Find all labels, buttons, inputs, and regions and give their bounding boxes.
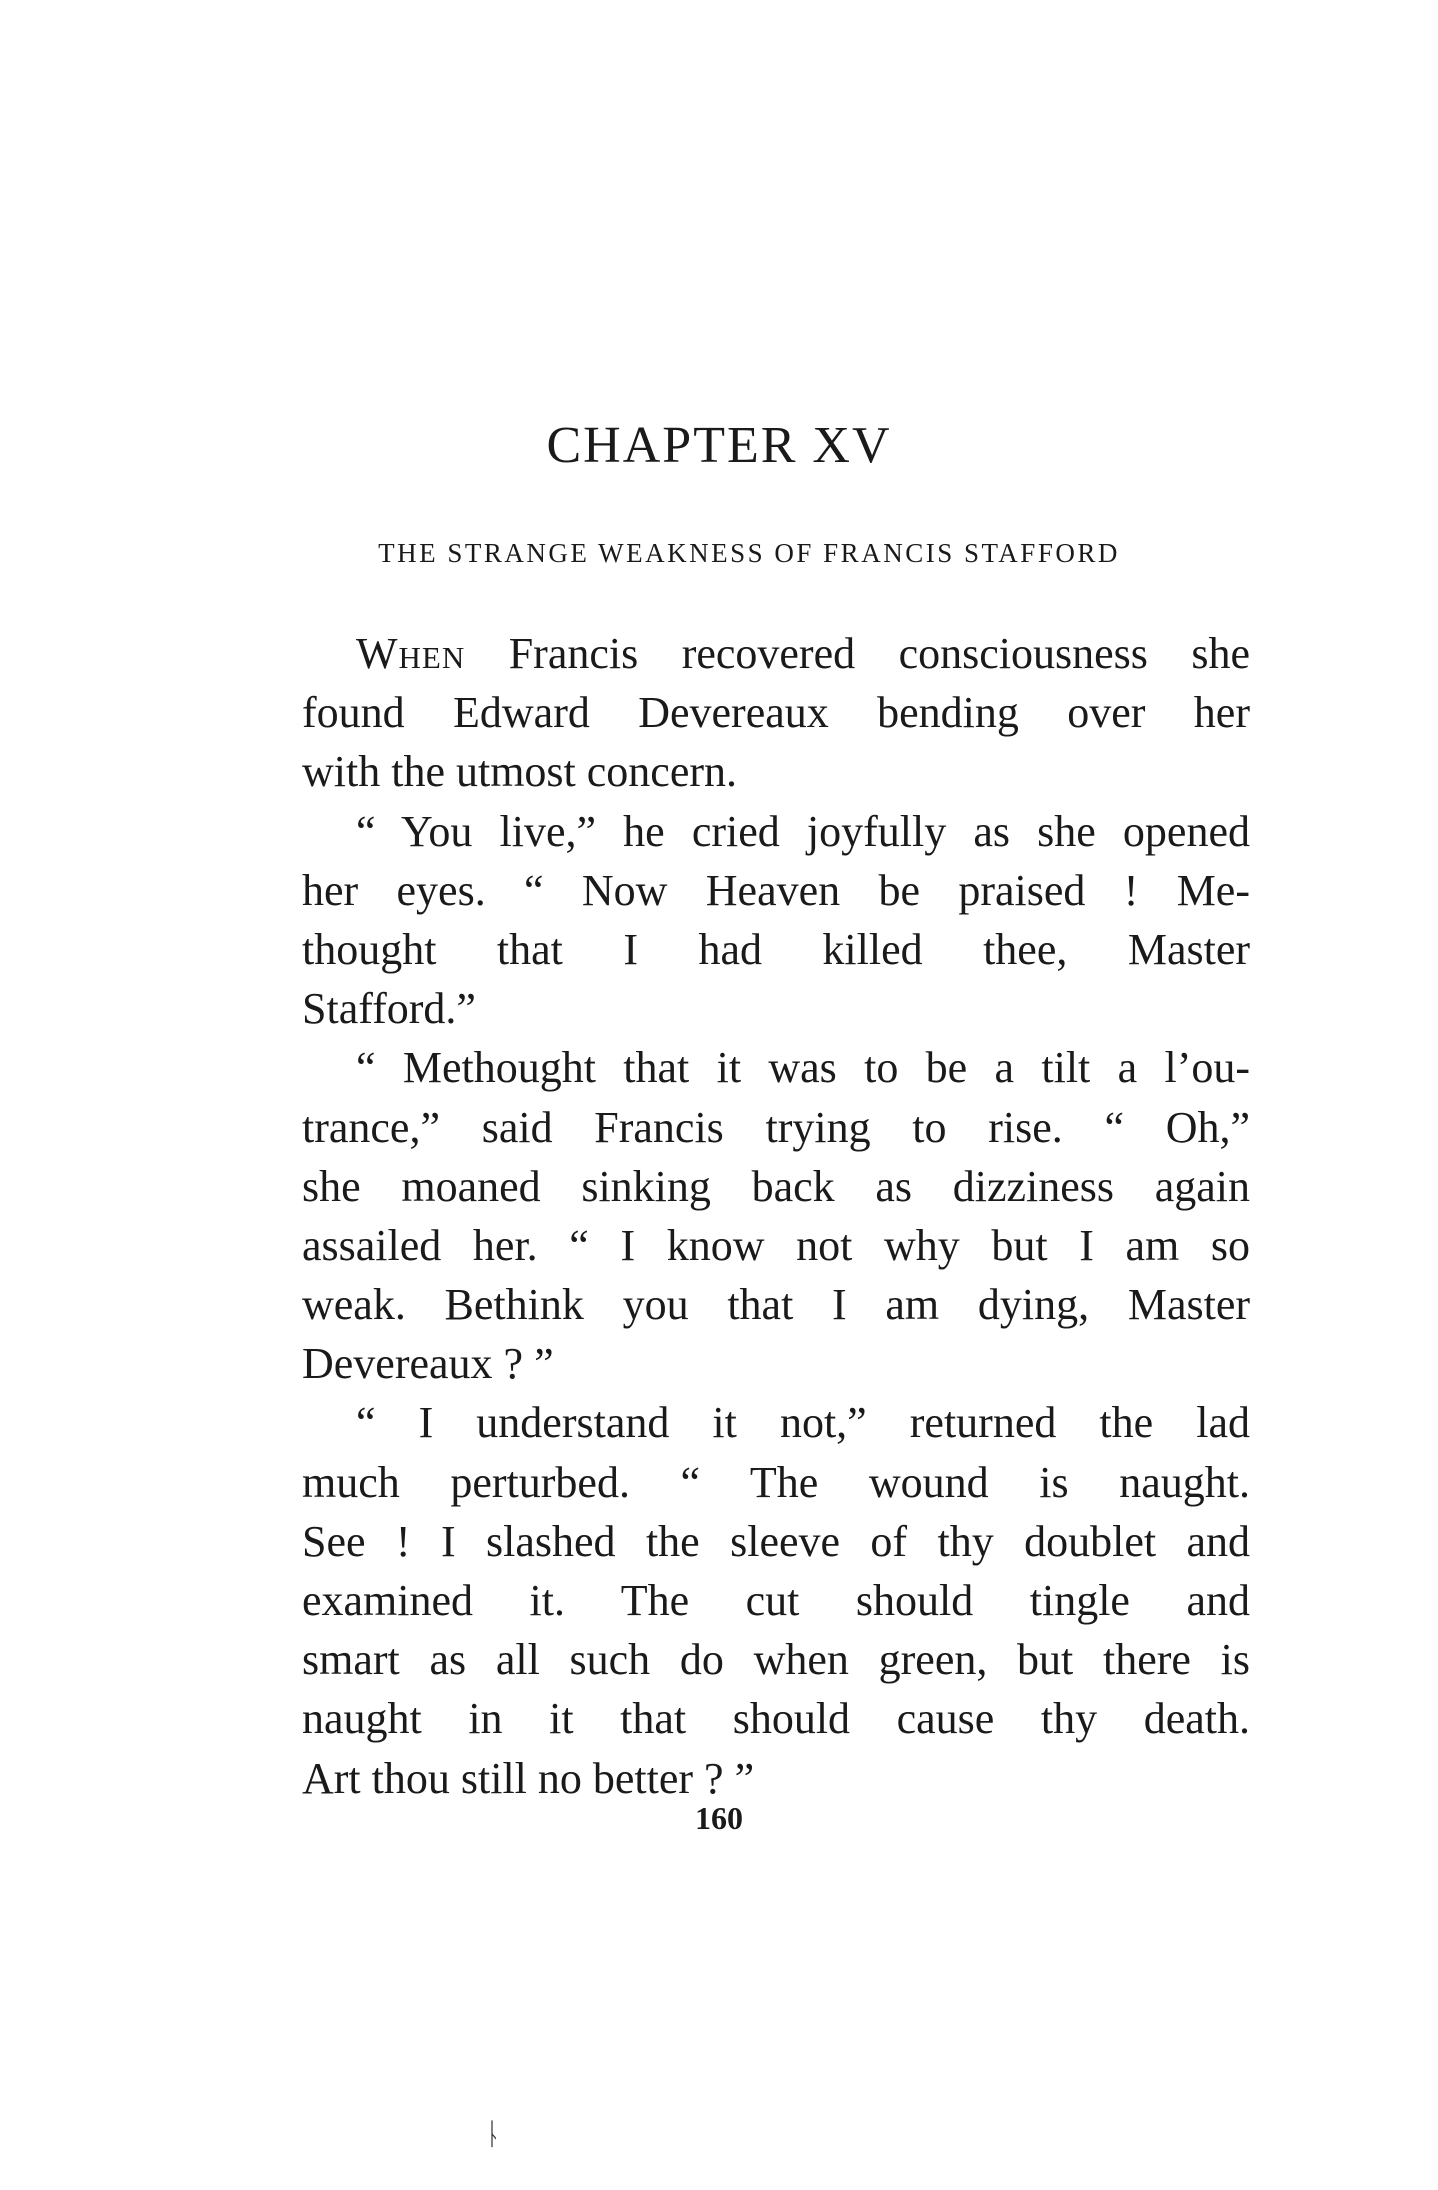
text-line: much perturbed. “ The wound is naught. [302,1457,1250,1507]
text-line: trance,” said Francis trying to rise. “ Oh,” [302,1102,1250,1152]
text-line: smart as all such do when green, but there is [302,1635,1250,1685]
text-line: examined it. The cut should tingle and [302,1576,1250,1625]
text-line: Devereaux ? ” [302,1339,554,1389]
text-line [248,624,1250,683]
paragraph-1 [248,624,1250,802]
text-line: “ I understand it not,” returned the lad [356,1398,1250,1448]
text-line: assailed her. “ I know not why but I am so [302,1220,1250,1270]
text-line: thought that I had killed thee, Master [302,924,1250,974]
text-line: See ! I slashed the sleeve of thy doublet and [302,1516,1250,1566]
text-line: Art thou still no better ? ” [302,1753,755,1803]
text-line: naught in it that should cause thy death. [302,1694,1250,1744]
signature-mark: ᚿ [484,2118,502,2151]
text-line: Stafford.” [302,984,476,1034]
text-line: “ You live,” he cried joyfully as she opened [356,806,1250,856]
paragraph-3 [248,1038,1250,1393]
text-line-content: Francis recovered consciousness she [465,629,1250,678]
chapter-number: CHAPTER XV [546,417,892,474]
page-number: 160 [695,1800,743,1836]
paragraph-2 [248,802,1250,1039]
body-text [248,624,1250,1808]
paragraph-4 [248,1393,1250,1807]
text-line: with the utmost concern. [302,747,738,797]
drop-lead-word: When [356,629,466,678]
text-line: “ Methought that it was to be a tilt a l’ou- [356,1043,1250,1093]
text-line: weak. Bethink you that I am dying, Master [302,1280,1250,1330]
chapter-title: THE STRANGE WEAKNESS OF FRANCIS STAFFORD [378,538,1120,568]
text-line: found Edward Devereaux bending over her [302,688,1250,738]
text-line: she moaned sinking back as dizziness again [302,1161,1250,1211]
text-line: her eyes. “ Now Heaven be praised ! Me- [302,865,1250,915]
